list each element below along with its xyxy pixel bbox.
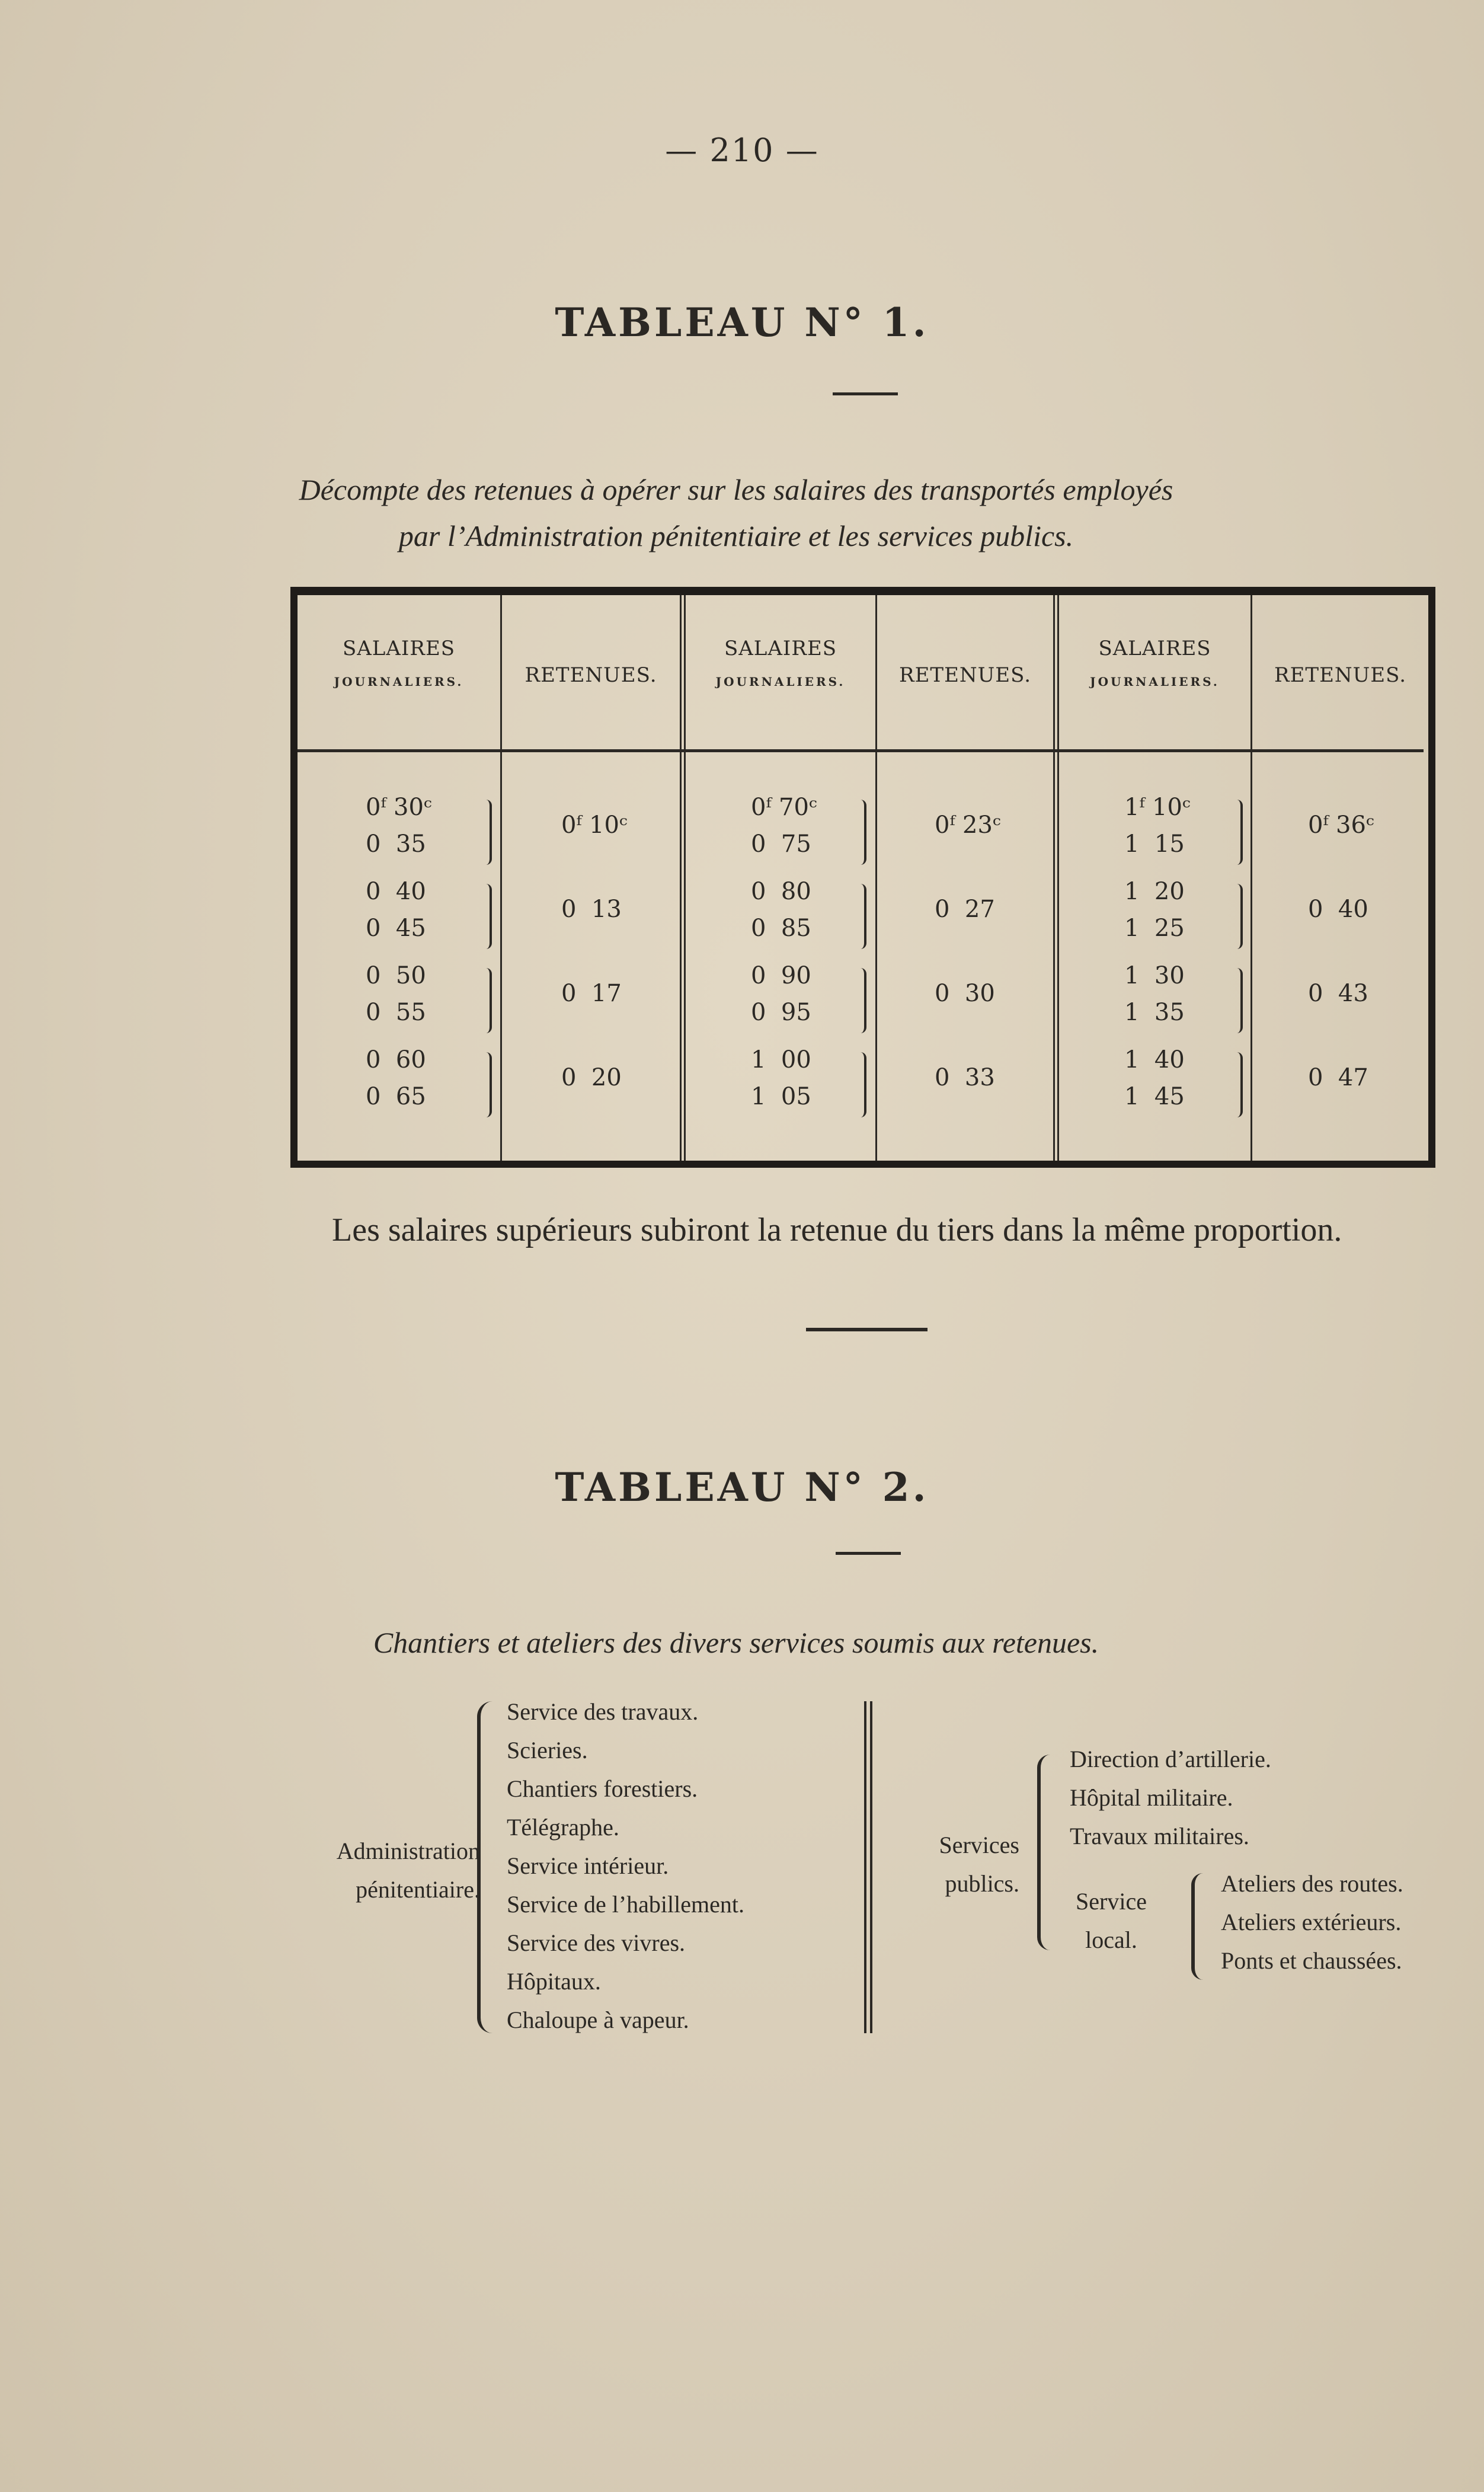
tableau-1-table [290, 587, 1435, 1168]
salaire-cell: 1 15 [1124, 830, 1185, 858]
retenue-cell: 0 20 [561, 1064, 622, 1091]
salaire-cell: 0 45 [366, 915, 426, 942]
tableau-1-note: Les salaires supérieurs subiront la retenue du tiers dans la même proportion. [332, 1212, 1342, 1248]
group-divider [1053, 595, 1059, 1161]
header-salaires-label: SALAIRES [1098, 637, 1211, 660]
header-salaires-1 [298, 637, 500, 689]
admin-item: Service des travaux. [507, 1698, 699, 1725]
tableau-2-title: TABLEAU N° 2. [555, 1464, 929, 1510]
brace [1237, 1052, 1243, 1117]
admin-item: Chantiers forestiers. [507, 1775, 698, 1802]
admin-item: Service de l’habillement. [507, 1891, 744, 1918]
local-item: Ateliers extérieurs. [1221, 1909, 1402, 1935]
header-journaliers-label: JOURNALIERS. [1090, 675, 1220, 689]
header-journaliers-label: JOURNALIERS. [334, 675, 464, 689]
salaire-cell: 1 00 [751, 1046, 811, 1074]
brace [1237, 884, 1243, 949]
local-item: Ateliers des routes. [1221, 1870, 1403, 1897]
local-items-list [1221, 1864, 1482, 1980]
salaire-cell: 0 90 [751, 962, 811, 989]
brace [1237, 800, 1243, 865]
salaire-cell: 1 25 [1124, 915, 1185, 942]
retenue-cell: 0ᶠ 36ᶜ [1308, 812, 1374, 839]
retenue-cell: 0 40 [1308, 896, 1368, 923]
admin-item: Télégraphe. [507, 1814, 619, 1841]
salaire-cell: 1 30 [1124, 962, 1185, 989]
local-label [1055, 1882, 1168, 1959]
retenue-cell: 0 17 [561, 980, 622, 1007]
header-rule [298, 749, 1424, 752]
salaire-cell: 1 20 [1124, 878, 1185, 905]
salaire-cell: 1 45 [1124, 1083, 1185, 1110]
salaire-cell: 0 55 [366, 999, 426, 1026]
admin-label-line2: pénitentiaire. [356, 1876, 480, 1903]
local-brace [1191, 1873, 1203, 1980]
salaire-cell: 0 85 [751, 915, 811, 942]
brace [861, 800, 866, 865]
retenue-cell: 0ᶠ 10ᶜ [561, 812, 628, 839]
salaire-cell: 0 75 [751, 830, 811, 858]
retenue-cell: 0 30 [935, 980, 995, 1007]
brace [1237, 968, 1243, 1033]
admin-item: Scieries. [507, 1737, 588, 1763]
salaire-cell: 1ᶠ 10ᶜ [1124, 794, 1191, 821]
header-retenues-1: RETENUES. [524, 663, 657, 687]
salaire-cell: 1 35 [1124, 999, 1185, 1026]
page-number: — 210 — [665, 132, 819, 169]
tableau-1-caption-line1: Décompte des retenues à opérer sur les salaires des transportés employés [299, 473, 1173, 506]
salaire-cell: 0 80 [751, 878, 811, 905]
tableau-1-title: TABLEAU N° 1. [555, 299, 929, 346]
title-rule [836, 1552, 901, 1555]
retenue-cell: 0 33 [935, 1064, 995, 1091]
salaire-cell: 0 50 [366, 962, 426, 989]
admin-items-list [507, 1692, 862, 2039]
retenue-cell: 0ᶠ 23ᶜ [935, 812, 1001, 839]
header-salaires-label: SALAIRES [724, 637, 837, 660]
title-rule [833, 392, 898, 395]
salaire-cell: 1 05 [751, 1083, 811, 1110]
salaire-cell: 0 40 [366, 878, 426, 905]
header-salaires-label: SALAIRES [342, 637, 456, 660]
salaire-cell: 0 95 [751, 999, 811, 1026]
services-item: Hôpital militaire. [1070, 1784, 1233, 1811]
salaire-cell: 0 60 [366, 1046, 426, 1074]
services-label-line1: Services [939, 1832, 1019, 1858]
salaire-cell: 0ᶠ 30ᶜ [366, 794, 432, 821]
admin-label [290, 1832, 480, 1909]
local-item: Ponts et chaussées. [1221, 1947, 1402, 1974]
retenue-cell: 0 47 [1308, 1064, 1368, 1091]
salaire-cell: 0 35 [366, 830, 426, 858]
services-item: Travaux militaires. [1070, 1823, 1249, 1849]
group-divider [680, 595, 686, 1161]
salaire-cell: 0ᶠ 70ᶜ [751, 794, 817, 821]
services-items-list [1070, 1740, 1425, 1855]
retenue-cell: 0 27 [935, 896, 995, 923]
admin-item: Chaloupe à vapeur. [507, 2007, 689, 2033]
tableau-1-caption-line2: par l’Administration pénitentiaire et les services publics. [398, 519, 1074, 552]
header-retenues-3: RETENUES. [1274, 663, 1407, 687]
header-journaliers-label: JOURNALIERS. [715, 675, 846, 689]
salaire-cell: 1 40 [1124, 1046, 1185, 1074]
services-label-line2: publics. [945, 1870, 1019, 1897]
admin-brace [477, 1701, 492, 2033]
salaire-cell: 0 65 [366, 1083, 426, 1110]
retenue-cell: 0 13 [561, 896, 622, 923]
brace [486, 968, 492, 1033]
brace [486, 800, 492, 865]
services-item: Direction d’artillerie. [1070, 1746, 1271, 1772]
header-retenues-2: RETENUES. [898, 663, 1032, 687]
local-label-line2: local. [1085, 1926, 1137, 1953]
header-salaires-3 [1059, 637, 1250, 689]
brace [486, 1052, 492, 1117]
tableau-2-caption: Chantiers et ateliers des divers services soumis aux retenues. [373, 1626, 1099, 1659]
services-brace [1037, 1755, 1050, 1950]
local-label-line1: Service [1076, 1888, 1147, 1915]
admin-item: Service des vivres. [507, 1929, 686, 1956]
column-separator [864, 1701, 872, 2033]
header-salaires-2 [686, 637, 875, 689]
retenue-cell: 0 43 [1308, 980, 1368, 1007]
admin-label-line1: Administration [336, 1838, 480, 1864]
brace [861, 968, 866, 1033]
admin-item: Hôpitaux. [507, 1968, 601, 1995]
brace [861, 884, 866, 949]
services-label [901, 1826, 1019, 1903]
brace [486, 884, 492, 949]
brace [861, 1052, 866, 1117]
admin-item: Service intérieur. [507, 1852, 669, 1879]
section-rule [806, 1328, 928, 1331]
